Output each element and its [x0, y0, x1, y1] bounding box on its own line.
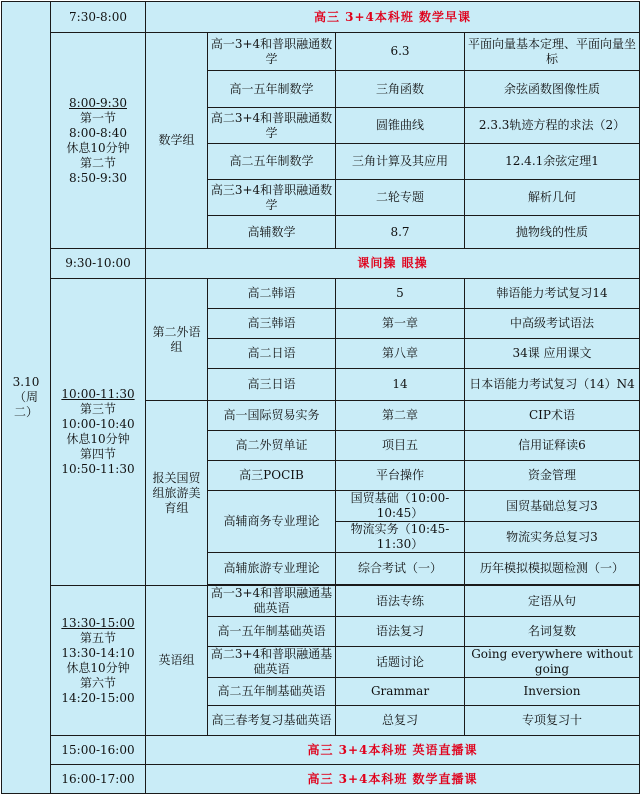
topic: 定语从句 [465, 586, 640, 617]
morning-banner: 高三 3+4本科班 数学早课 [146, 2, 640, 33]
period-range: 8:00-9:30 [69, 95, 127, 110]
topic: 资金管理 [465, 461, 640, 491]
class-name: 高三3+4和普职融通数学 [208, 180, 336, 216]
period-time: 10:50-11:30 [61, 462, 135, 476]
chapter: 总复习 [336, 706, 465, 736]
period-label: 第六节 [79, 675, 116, 690]
date-weekday-open: （周 [13, 390, 38, 404]
class-name: 高二3+4和普职融通基础英语 [208, 647, 336, 678]
chapter: 话题讨论 [336, 647, 465, 678]
topic: 余弦函数图像性质 [465, 71, 640, 108]
period-label: 第四节 [79, 447, 116, 461]
period-block-3 [51, 586, 146, 736]
break-label: 休息10分钟 [66, 660, 130, 675]
group-trade-tourism: 报关国贸组旅游美育组 [146, 401, 208, 586]
break-label: 休息10分钟 [66, 432, 130, 446]
period-time: 8:00-8:40 [69, 125, 127, 140]
class-name: 高三韩语 [208, 309, 336, 339]
chapter: 14 [336, 369, 465, 401]
live-math-time: 16:00-17:00 [51, 765, 146, 794]
class-name: 高一3+4和普职融通数学 [208, 33, 336, 71]
chapter: 平台操作 [336, 461, 465, 491]
topic: 日本语能力考试复习（14）N4 [465, 369, 640, 401]
live-english-time: 15:00-16:00 [51, 736, 146, 765]
topic: 国贸基础总复习3 [465, 491, 640, 522]
topic: 中高级考试语法 [465, 309, 640, 339]
topic: Going everywhere without going [465, 647, 640, 678]
group-second-language: 第二外语组 [146, 279, 208, 401]
break-banner: 课间操 眼操 [146, 249, 640, 279]
class-name: 高一五年制基础英语 [208, 617, 336, 647]
period-range: 13:30-15:00 [61, 615, 135, 630]
live-english-banner: 高三 3+4本科班 英语直播课 [146, 736, 640, 765]
chapter: 综合考试（一） [336, 553, 465, 585]
topic: 解析几何 [465, 180, 640, 216]
class-name: 高二日语 [208, 339, 336, 369]
group-math: 数学组 [146, 33, 208, 249]
topic: 信用证释读6 [465, 431, 640, 461]
topic: 名词复数 [465, 617, 640, 647]
class-name: 高二3+4和普职融通数学 [208, 108, 336, 144]
class-name: 高辅旅游专业理论 [208, 553, 336, 585]
chapter: Grammar [336, 678, 465, 706]
chapter: 语法复习 [336, 617, 465, 647]
chapter: 语法专练 [336, 586, 465, 617]
period-label: 第二节 [79, 155, 116, 170]
chapter: 第二章 [336, 401, 465, 431]
topic: CIP术语 [465, 401, 640, 431]
chapter: 项目五 [336, 431, 465, 461]
break-time: 9:30-10:00 [51, 249, 146, 279]
class-name: 高辅数学 [208, 216, 336, 249]
topic: 物流实务总复习3 [465, 522, 640, 553]
topic: Inversion [465, 678, 640, 706]
class-name: 高三日语 [208, 369, 336, 401]
class-name: 高一3+4和普职融通基础英语 [208, 586, 336, 617]
chapter: 6.3 [336, 33, 465, 71]
chapter: 第八章 [336, 339, 465, 369]
chapter: 三角函数 [336, 71, 465, 108]
topic: 抛物线的性质 [465, 216, 640, 249]
chapter: 8.7 [336, 216, 465, 249]
date-day: 3.10 [12, 375, 40, 389]
class-name: 高一五年制数学 [208, 71, 336, 108]
chapter: 5 [336, 279, 465, 309]
class-name: 高三POCIB [208, 461, 336, 491]
period-block-1 [51, 33, 146, 249]
schedule-table [1, 1, 640, 794]
period-range: 10:00-11:30 [61, 387, 135, 401]
live-math-banner: 高三 3+4本科班 数学直播课 [146, 765, 640, 794]
chapter: 二轮专题 [336, 180, 465, 216]
topic: 12.4.1余弦定理1 [465, 144, 640, 180]
period-block-2 [51, 279, 146, 586]
date-cell [2, 2, 51, 794]
class-name: 高二五年制数学 [208, 144, 336, 180]
period-time: 10:00-10:40 [61, 417, 135, 431]
chapter: 国贸基础（10:00-10:45） [336, 491, 465, 522]
topic: 韩语能力考试复习14 [465, 279, 640, 309]
class-name: 高二五年制基础英语 [208, 678, 336, 706]
class-name: 高一国际贸易实务 [208, 401, 336, 431]
topic: 平面向量基本定理、平面向量坐标 [465, 33, 640, 71]
chapter: 第一章 [336, 309, 465, 339]
topic: 专项复习十 [465, 706, 640, 736]
class-name: 高辅商务专业理论 [208, 491, 336, 553]
class-name: 高三春考复习基础英语 [208, 706, 336, 736]
period-label: 第五节 [79, 630, 116, 645]
break-label: 休息10分钟 [66, 140, 130, 155]
period-time: 14:20-15:00 [61, 690, 135, 705]
period-label: 第三节 [79, 402, 116, 416]
topic: 2.3.3轨迹方程的求法（2） [465, 108, 640, 144]
chapter: 物流实务（10:45-11:30） [336, 522, 465, 553]
class-name: 高二外贸单证 [208, 431, 336, 461]
group-english: 英语组 [146, 586, 208, 736]
period-time: 13:30-14:10 [61, 645, 135, 660]
morning-time: 7:30-8:00 [51, 2, 146, 33]
period-label: 第一节 [79, 110, 116, 125]
chapter: 三角计算及其应用 [336, 144, 465, 180]
topic: 历年模拟模拟题检测（一） [465, 553, 640, 585]
class-name: 高二韩语 [208, 279, 336, 309]
date-weekday-close: 二） [13, 405, 38, 419]
period-time: 8:50-9:30 [69, 170, 127, 185]
chapter: 圆锥曲线 [336, 108, 465, 144]
topic: 34课 应用课文 [465, 339, 640, 369]
